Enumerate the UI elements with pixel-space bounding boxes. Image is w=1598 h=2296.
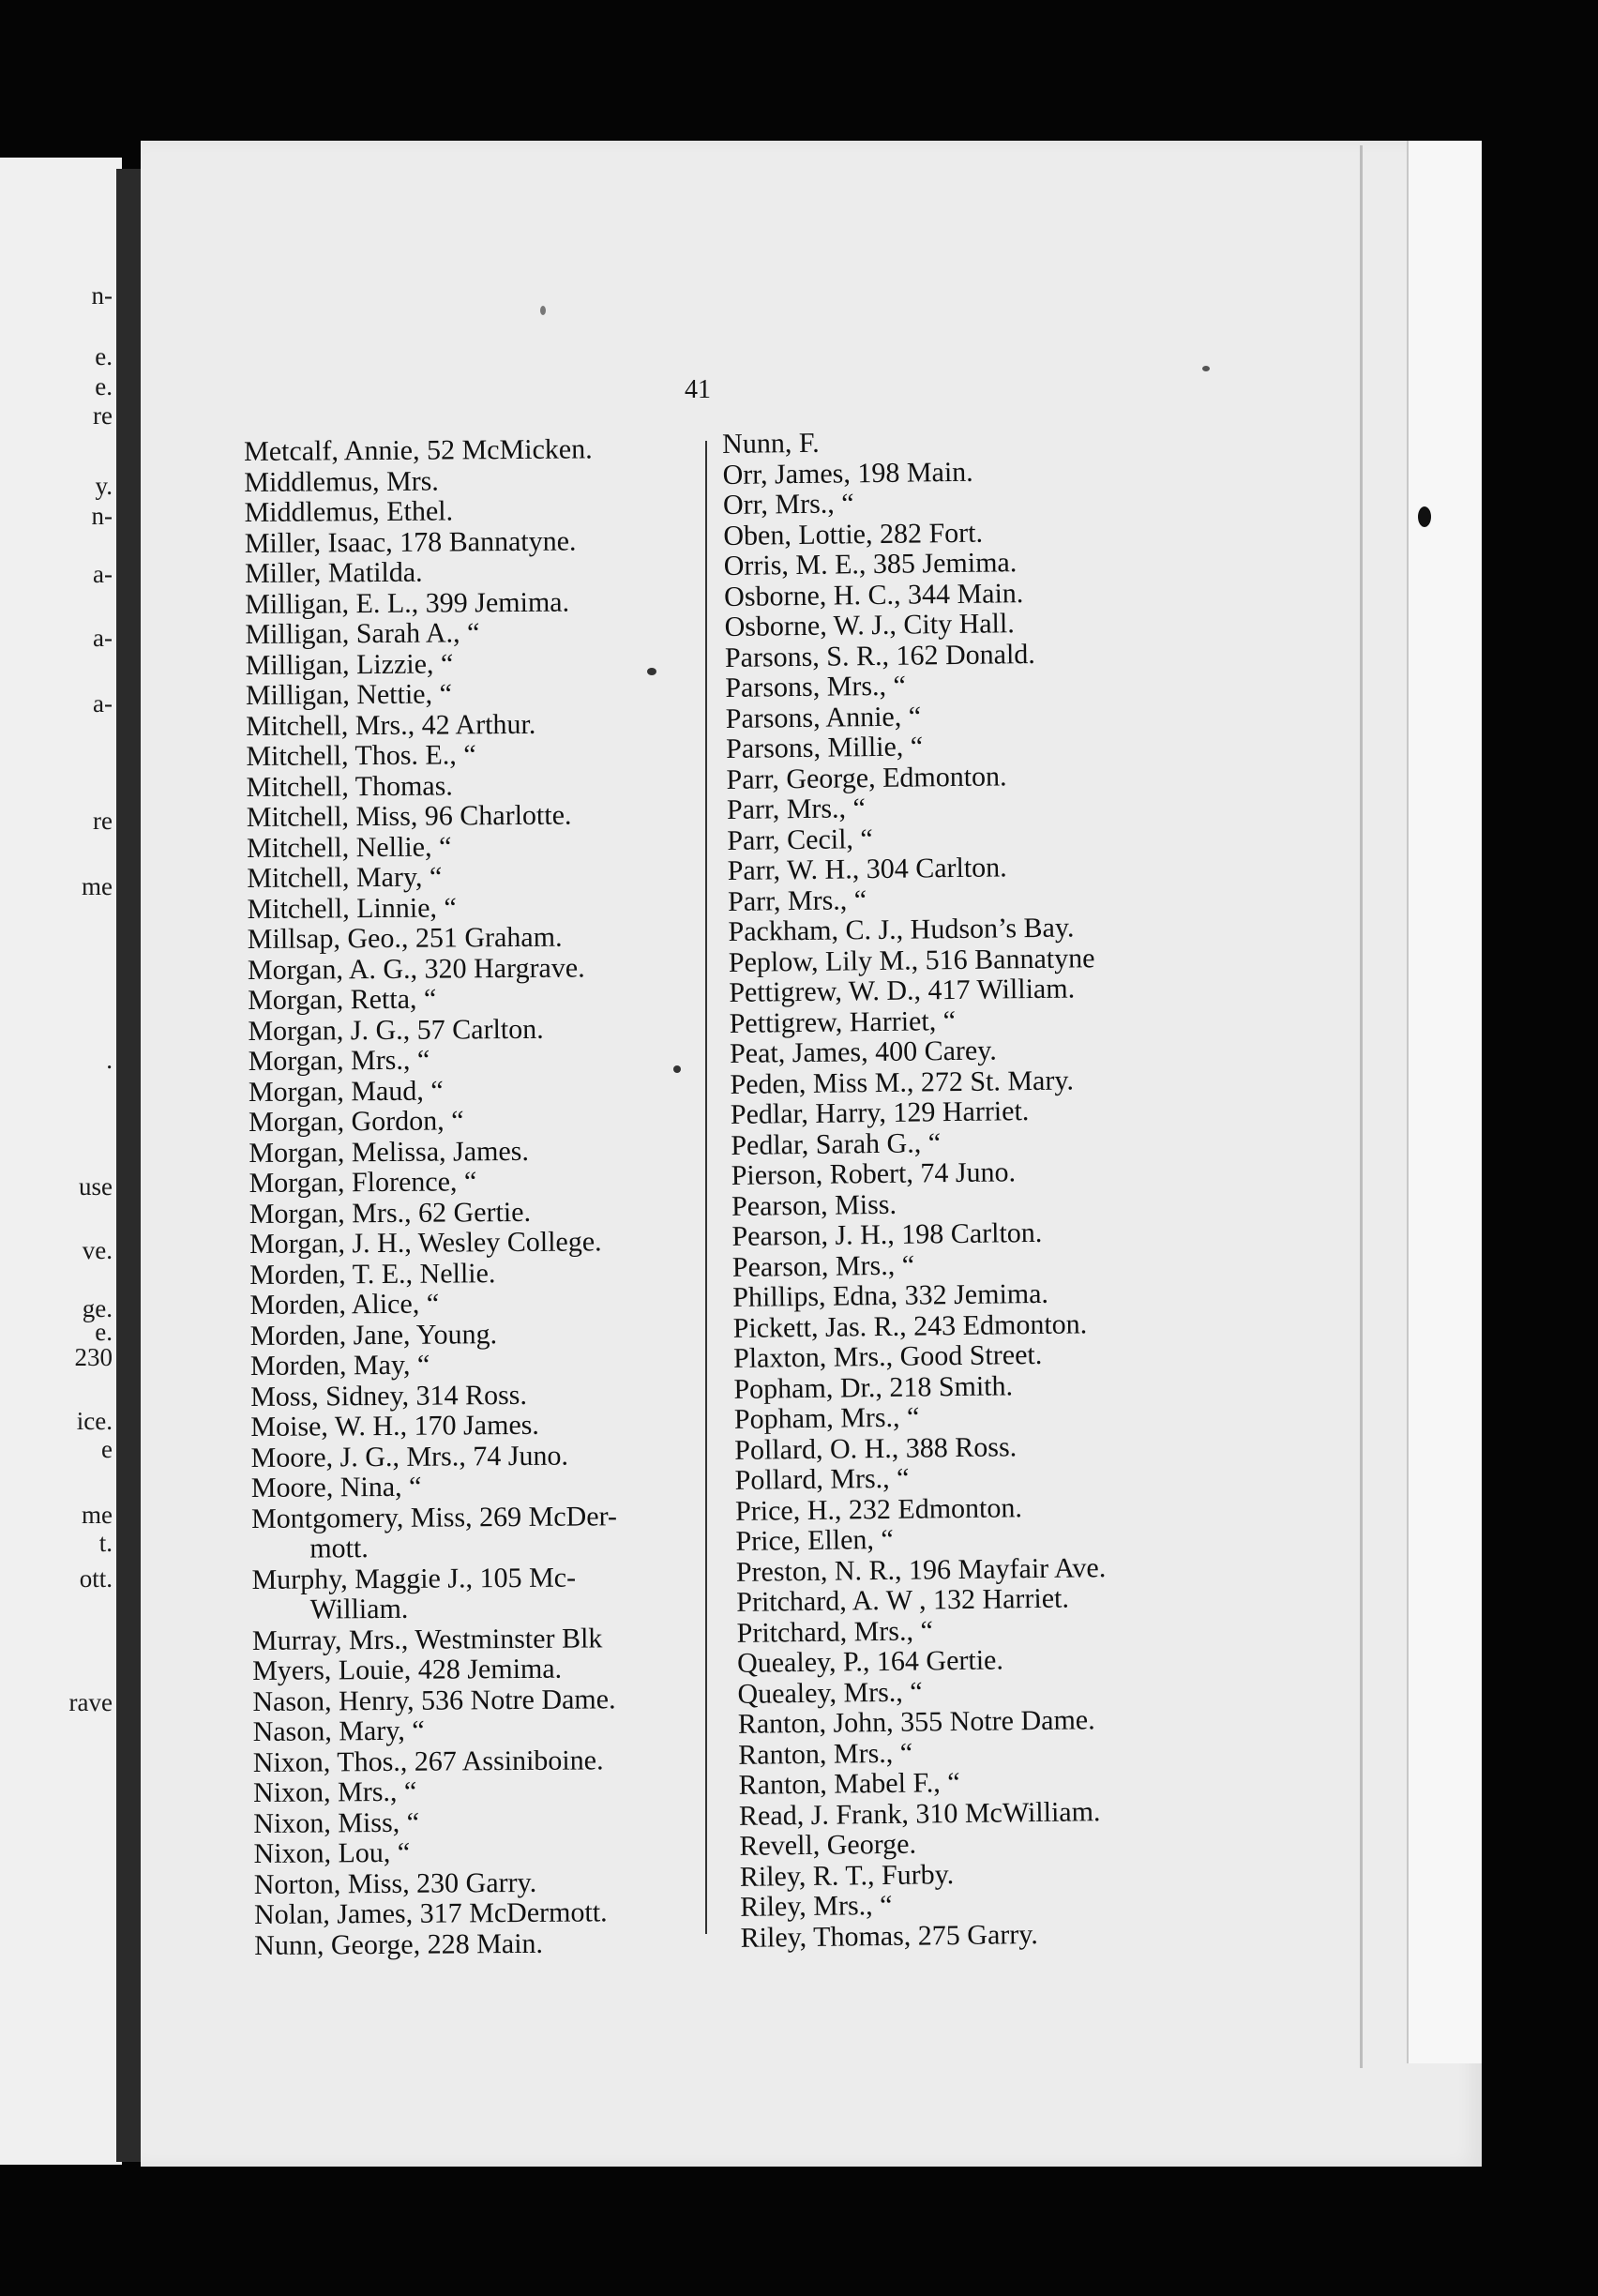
directory-entry: Packham, C. J., Hudson’s Bay. [728,912,1075,947]
book-gutter [116,169,141,2162]
left-page-fragment: a- [93,624,113,652]
left-page-fragment: e. [95,1318,113,1346]
directory-entry: Morden, May, “ [249,1349,430,1382]
directory-entry: Pierson, Robert, 74 Juno. [731,1156,1017,1191]
left-page-fragment: me [82,1501,113,1529]
directory-entry: Pedlar, Sarah G., “ [731,1126,942,1161]
left-page-fragment: e. [95,372,113,400]
left-page [0,158,122,2165]
directory-entry: Pearson, J. H., 198 Carlton. [731,1216,1043,1252]
directory-entry: Peden, Miss M., 272 St. Mary. [730,1064,1075,1100]
directory-entry: Middlemus, Mrs. [244,465,439,498]
ink-speck [540,306,546,315]
directory-entry: Moss, Sidney, 314 Ross. [250,1379,528,1412]
directory-entry: Pearson, Miss. [731,1188,897,1222]
page-fold-line [1360,145,1363,2068]
directory-entry: Parr, Cecil, “ [727,823,873,856]
directory-entry: Morgan, J. G., 57 Carlton. [248,1013,544,1047]
directory-entry: Parr, W. H., 304 Carlton. [727,852,1007,886]
directory-entry: Morgan, A. G., 320 Hargrave. [247,951,585,986]
directory-entry: Orris, M. E., 385 Jemima. [723,547,1018,582]
directory-entry: Morgan, Florence, “ [249,1166,477,1199]
directory-entry: Montgomery, Miss, 269 McDer- [250,1500,618,1534]
left-page-fragment: ve. [82,1236,113,1264]
directory-entry: Price, Ellen, “ [735,1523,894,1557]
directory-entry: Morgan, Retta, “ [248,983,437,1016]
directory-entry: Pickett, Jas. R., 243 Edmonton. [732,1307,1088,1344]
directory-entry: Nunn, F. [721,427,820,460]
directory-entry: Morgan, Melissa, James. [249,1135,530,1169]
left-page-fragment: a- [93,689,113,718]
directory-entry: Pritchard, A. W , 132 Harriet. [736,1582,1070,1618]
directory-entry: Miller, Isaac, 178 Bannatyne. [244,525,577,559]
left-page-fragment: re [93,401,113,430]
directory-entry: Preston, N. R., 196 Mayfair Ave. [735,1551,1107,1588]
ink-speck [1418,506,1431,527]
directory-entry: Parsons, Millie, “ [725,731,924,764]
directory-entry: Phillips, Edna, 332 Jemima. [732,1277,1049,1313]
left-page-fragment: 230 [74,1343,113,1371]
directory-entry: Milligan, E. L., 399 Jemima. [245,586,570,620]
directory-entry: Moore, Nina, “ [250,1471,422,1503]
directory-entry: Myers, Louie, 428 Jemima. [252,1653,563,1686]
directory-entry: Mitchell, Mary, “ [247,861,443,894]
directory-entry: Miller, Matilda. [244,556,423,589]
directory-entry: Pearson, Mrs., “ [731,1249,915,1283]
directory-entry: Price, H., 232 Edmonton. [734,1491,1023,1527]
directory-entry: Osborne, H. C., 344 Main. [723,577,1024,612]
directory-entry: Morden, Jane, Young. [249,1318,498,1352]
directory-entry: Milligan, Nettie, “ [245,678,452,711]
directory-entry: Mitchell, Nellie, “ [246,830,452,864]
directory-entry: Popham, Dr., 218 Smith. [733,1369,1014,1405]
directory-entry: Mitchell, Miss, 96 Charlotte. [246,799,572,833]
directory-entry: Riley, R. T., Furby. [739,1858,955,1893]
directory-entry: Murray, Mrs., Westminster Blk [251,1622,603,1656]
left-page-fragment: y. [95,472,113,500]
directory-entry: Osborne, W. J., City Hall. [724,608,1015,642]
directory-entry: Popham, Mrs., “ [733,1401,920,1435]
left-page-fragments [0,158,122,2165]
directory-entry: William. [309,1593,409,1625]
directory-entry: Morgan, Mrs., “ [248,1044,430,1077]
directory-entry: Orr, Mrs., “ [722,488,854,521]
left-page-fragment: ott. [79,1564,113,1593]
directory-entry: Moore, J. G., Mrs., 74 Juno. [250,1440,569,1473]
directory-entry: Pollard, Mrs., “ [734,1462,910,1496]
left-page-fragment: rave [68,1688,113,1716]
directory-entry: Riley, Mrs., “ [740,1889,893,1923]
directory-column-left [244,434,620,1961]
directory-entry: Nixon, Miss, “ [253,1806,420,1839]
directory-entry: Ranton, Mrs., “ [738,1737,913,1771]
directory-entry: Parsons, Annie, “ [725,700,922,734]
directory-entry: Nixon, Mrs., “ [252,1775,417,1808]
left-page-fragment: use [79,1172,113,1201]
page-edge [1407,141,1482,2063]
left-page-fragment: e [101,1435,113,1463]
directory-entry: Parr, Mrs., “ [726,793,867,825]
directory-entry: Plaxton, Mrs., Good Street. [732,1338,1043,1374]
left-page-fragment: re [93,807,113,835]
directory-entry: Parsons, S. R., 162 Donald. [724,638,1036,673]
directory-entry: Peplow, Lily M., 516 Bannatyne [728,942,1095,978]
left-page-fragment: . [106,1046,113,1074]
directory-entry: Peat, James, 400 Carey. [729,1035,997,1069]
directory-entry: Nason, Mary, “ [252,1714,425,1747]
directory-entry: Mitchell, Thomas. [246,769,453,803]
directory-entry: Nolan, James, 317 McDermott. [253,1896,608,1930]
directory-entry: Moise, W. H., 170 James. [250,1409,539,1443]
directory-entry: Pedlar, Harry, 129 Harriet. [730,1095,1030,1130]
directory-entry: Riley, Thomas, 275 Garry. [740,1918,1038,1954]
directory-column-right [722,425,1110,1954]
directory-entry: Parsons, Mrs., “ [725,670,907,703]
directory-entry: Parr, Mrs., “ [727,884,867,917]
page-number: 41 [685,375,711,404]
directory-entry: Morgan, Gordon, “ [248,1105,464,1138]
ink-speck [673,1065,681,1073]
directory-entry: Quealey, Mrs., “ [737,1675,923,1710]
left-page-fragment: n- [91,281,113,310]
directory-entry: Nixon, Lou, “ [253,1836,411,1869]
directory-entry: Milligan, Lizzie, “ [245,647,454,681]
directory-entry: Nason, Henry, 536 Notre Dame. [252,1683,616,1717]
directory-entry: Morden, Alice, “ [249,1288,440,1321]
directory-entry: Morden, T. E., Nellie. [249,1257,496,1291]
directory-entry: Pettigrew, W. D., 417 William. [729,973,1076,1008]
directory-entry: Morgan, Mrs., 62 Gertie. [249,1196,532,1230]
directory-entry: Nixon, Thos., 267 Assiniboine. [252,1744,604,1778]
directory-entry: Murphy, Maggie J., 105 Mc- [251,1562,577,1595]
directory-entry: Read, J. Frank, 310 McWilliam. [738,1795,1101,1832]
directory-entry: Mitchell, Linnie, “ [247,891,457,925]
left-page-fragment: ice. [76,1407,113,1435]
left-page-fragment: a- [93,560,113,588]
directory-entry: Pettigrew, Harriet, “ [729,1004,957,1039]
directory-entry: Ranton, Mabel F., “ [738,1767,960,1801]
directory-entry: Mitchell, Thos. E., “ [246,739,476,772]
directory-entry: Oben, Lottie, 282 Fort. [723,517,984,551]
directory-entry: Metcalf, Annie, 52 McMicken. [243,433,593,467]
left-page-fragment: ge. [82,1294,113,1322]
directory-entry: Morgan, Maud, “ [248,1075,444,1108]
directory-entry: Parr, George, Edmonton. [726,760,1007,795]
column-divider [705,441,707,1934]
directory-entry: Millsap, Geo., 251 Graham. [247,921,563,955]
directory-entry: Middlemus, Ethel. [244,495,454,528]
directory-entry: Orr, James, 198 Main. [722,456,973,491]
left-page-fragment: me [82,872,113,900]
directory-entry: Mitchell, Mrs., 42 Arthur. [246,708,536,742]
directory-entry: Milligan, Sarah A., “ [245,617,480,650]
left-page-fragment: t. [98,1529,113,1557]
directory-entry: Nunn, George, 228 Main. [254,1927,544,1961]
directory-entry: Morgan, J. H., Wesley College. [249,1226,602,1260]
left-page-fragment: n- [91,502,113,530]
directory-entry: mott. [309,1533,369,1564]
ink-speck [647,668,656,675]
directory-entry: Revell, George. [739,1828,917,1862]
directory-entry: Norton, Miss, 230 Garry. [253,1866,537,1900]
left-page-fragment: e. [95,342,113,370]
directory-entry: Pritchard, Mrs., “ [736,1614,933,1649]
ink-speck [1202,366,1210,371]
directory-entry: Pollard, O. H., 388 Ross. [734,1430,1018,1466]
directory-entry: Ranton, John, 355 Notre Dame. [737,1704,1095,1740]
directory-entry: Quealey, P., 164 Gertie. [736,1644,1004,1679]
